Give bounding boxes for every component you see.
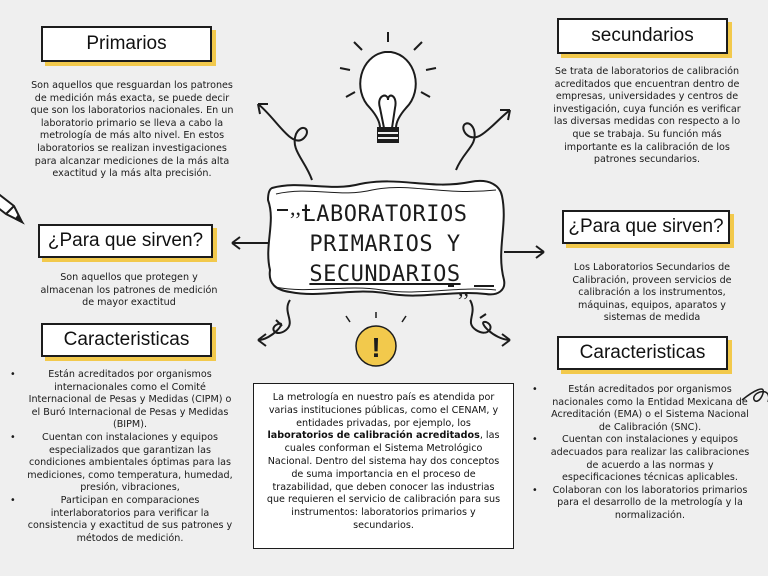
arrow-to-primarios — [258, 104, 312, 180]
list-item: • Están acreditados por organismos nacionales como la Entidad Mexicana de Acreditación (EMA) o el Sistema Nacional de Calibración (SNC). — [532, 384, 754, 434]
secundarios-label — [557, 18, 728, 54]
list-item: • Cuentan con instalaciones y equipos adecuados para realizar las calibraciones de acuerdo a las normas y especificaciones técnicas aplicables. — [532, 434, 754, 484]
secundarios-features-label-text: Caracteristicas — [579, 342, 706, 363]
center-text-after: , las cuales conforman el Sistema Metrológico Nacional. Dentro del sistema hay dos conceptos de suma importancia en el proceso de trazabilidad, que deben conocer las industrias que requieren el servicio de calibración para sus instrumentos: laboratorios primarios y secundarios. — [266, 430, 501, 531]
primarios-label — [41, 26, 212, 62]
secundarios-purpose-label-text: ¿Para que sirven? — [568, 216, 724, 237]
primarios-features-label-text: Caracteristicas — [63, 329, 190, 350]
secundarios-features-label — [557, 336, 728, 370]
main-title — [290, 200, 480, 290]
quote-close-mark: ,, — [458, 276, 469, 301]
svg-text:!: ! — [371, 332, 381, 363]
secundarios-purpose-label — [562, 210, 730, 244]
primarios-purpose: Son aquellos que protegen y almacenan los patrones de medición de mayor exactitud — [40, 272, 218, 309]
quote-open-mark: ,, — [290, 195, 301, 220]
secundarios-description: Se trata de laboratorios de calibración acreditados que encuentran dentro de empresas, universidades y centros de investigación, cuya función es verificar las diversas medidas con respecto a lo que se trabaja. Su función más importante es la calibración de los patrones secundarios. — [553, 66, 741, 166]
lightbulb-icon — [340, 32, 436, 142]
main-title-line-1: LABORATORIOS — [302, 202, 468, 227]
primarios-label-text: Primarios — [86, 33, 167, 54]
primarios-purpose-label-text: ¿Para que sirven? — [47, 230, 204, 251]
primarios-description: Son aquellos que resguardan los patrones de medición más exacta, se puede decir que son los laboratorios nacionales. En un laboratorio primario se lleva a cabo la metrología de más alto nivel. En estos laboratorios se realizan investigaciones para alcanzar mediciones de la más alta exactitud y la más alta precisión. — [30, 80, 234, 180]
arrow-to-primarios-features — [258, 300, 290, 340]
secundarios-features-list — [532, 384, 754, 523]
arrow-to-secundarios-features — [470, 300, 510, 340]
center-text-before: La metrología en nuestro país es atendida por varias instituciones públicas, como el CENAM, y entidades privadas, por ejemplo, los — [268, 392, 499, 429]
main-title-line-3: SECUNDARIOS — [309, 262, 461, 287]
secundarios-label-text: secundarios — [591, 25, 694, 46]
primarios-features-label — [41, 323, 212, 357]
list-item: • Cuentan con instalaciones y equipos especializados que garantizan las condiciones ambientales óptimas para las mediciones, como temperatura, humedad, presión, vibraciones, — [10, 432, 236, 495]
primarios-features-list — [10, 369, 236, 545]
pencil-icon — [0, 192, 22, 222]
list-item: • Colaboran con los laboratorios primarios para el desarrollo de la metrología y la normalización. — [532, 485, 754, 523]
main-title-line-2: PRIMARIOS Y — [309, 232, 461, 257]
primarios-purpose-label — [38, 224, 213, 258]
exclamation-badge-icon — [346, 312, 406, 366]
list-item: • Participan en comparaciones interlaboratorios para verificar la consistencia y exactitud de sus patrones y métodos de medición. — [10, 495, 236, 545]
arrow-to-secundarios — [456, 110, 510, 170]
list-item: • Están acreditados por organismos internacionales como el Comité Internacional de Pesas y Medidas (CIPM) o el Buró Internacional de Pesas y Medidas (BIPM). — [10, 369, 236, 432]
center-summary-box — [253, 383, 514, 549]
secundarios-purpose: Los Laboratorios Secundarios de Calibración, proveen servicios de calibración a los instrumentos, máquinas, equipos, aparatos y sistemas de medida — [572, 262, 732, 324]
center-text-bold: laboratorios de calibración acreditados — [267, 430, 480, 442]
